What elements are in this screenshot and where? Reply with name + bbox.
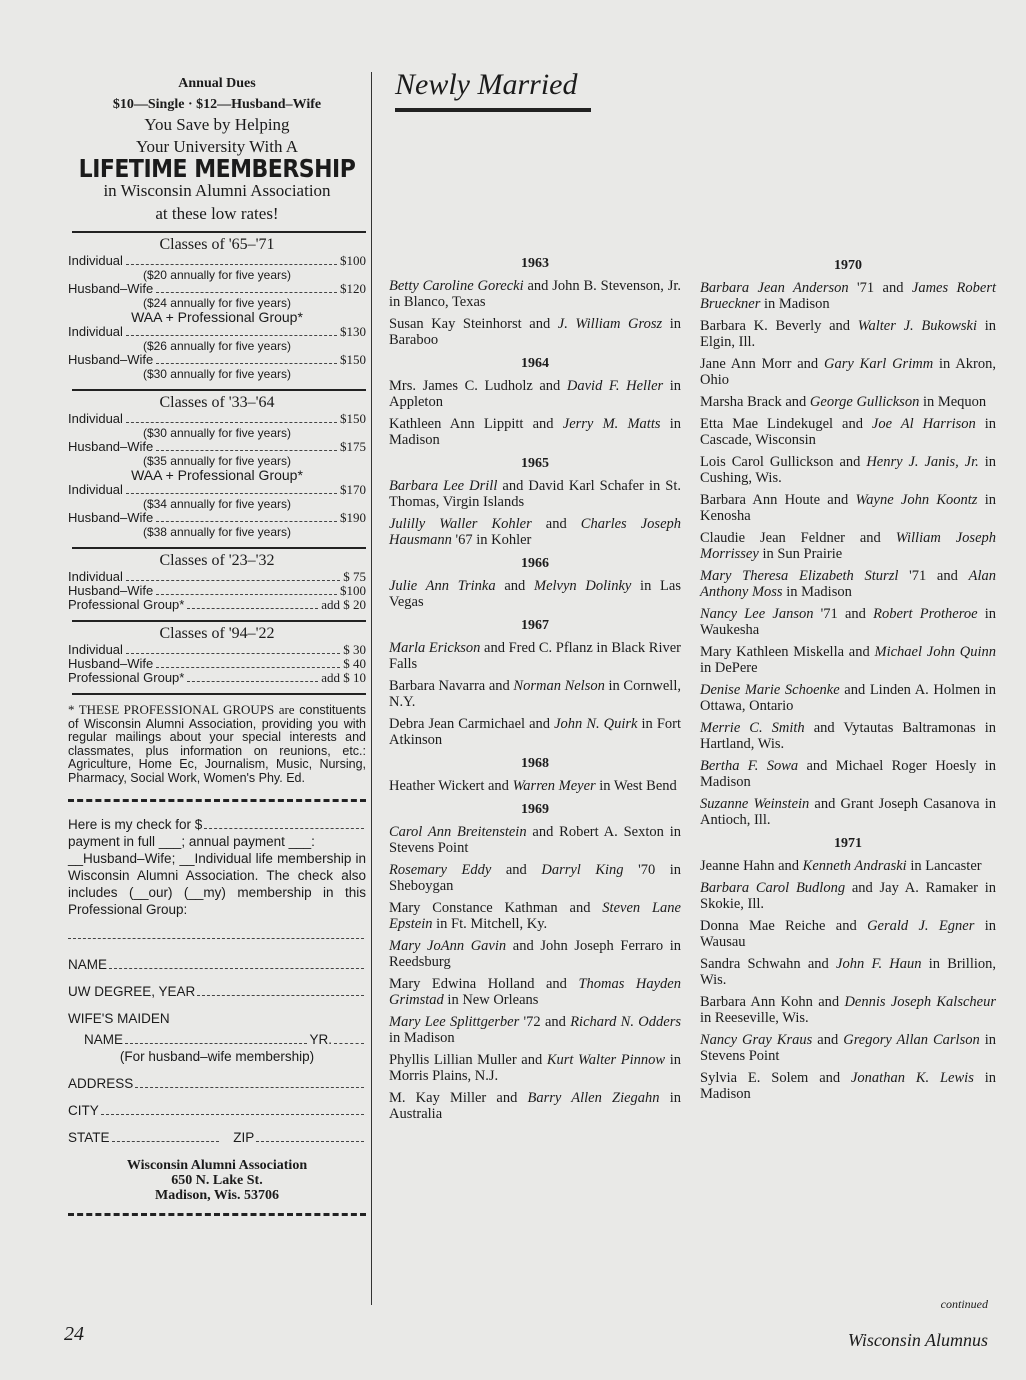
- rate-label: Individual: [68, 482, 123, 497]
- marriage-entry: Carol Ann Breitenstein and Robert A. Sexton in Stevens Point: [389, 824, 681, 856]
- year-heading: 1968: [521, 756, 549, 771]
- rate-note: ($30 annually for five years): [142, 367, 292, 381]
- address-org: Wisconsin Alumni Association: [126, 1158, 308, 1173]
- cut-line-top: [68, 799, 366, 802]
- marriage-entry: Lois Carol Gullickson and Henry J. Janis, Jr. in Cushing, Wis.: [700, 454, 996, 486]
- degree-label: UW DEGREE, YEAR: [68, 984, 196, 999]
- rate-label: Individual: [68, 411, 123, 426]
- marriage-entry: Susan Kay Steinhorst and J. William Grosz in Baraboo: [389, 316, 682, 348]
- in-wisconsin-line: in Wisconsin Alumni Association: [103, 181, 331, 200]
- rate-label: Individual: [68, 324, 123, 339]
- marriage-entry: Mary Theresa Elizabeth Sturzl '71 and Alan Anthony Moss in Madison: [700, 568, 996, 600]
- rate-row: [68, 412, 366, 426]
- marriage-entry: Mary JoAnn Gavin and John Joseph Ferraro in Reedsburg: [389, 938, 681, 970]
- rate-leader: [126, 493, 337, 494]
- rate-label: Husband–Wife: [68, 656, 154, 671]
- rate-amount: $ 40: [343, 656, 366, 671]
- marriage-entry: Barbara Lee Drill and David Karl Schafer in St. Thomas, Virgin Islands: [389, 478, 681, 510]
- professional-group-field[interactable]: [68, 938, 364, 939]
- marriage-entry: Merrie C. Smith and Vytautas Baltramonas in Hartland, Wis.: [700, 720, 996, 752]
- maiden-name-field[interactable]: [125, 1043, 307, 1044]
- rate-leader: [126, 580, 340, 581]
- rate-note: ($24 annually for five years): [142, 296, 292, 310]
- class-title: Classes of '94–'22: [159, 625, 275, 642]
- rate-label: Professional Group*: [68, 597, 185, 612]
- rate-row: [68, 657, 366, 671]
- rate-leader: [156, 521, 337, 522]
- rate-note: ($34 annually for five years): [142, 497, 292, 511]
- degree-field[interactable]: [197, 995, 364, 996]
- annual-dues-rates: $10—Single · $12—Husband–Wife: [112, 97, 322, 112]
- address-label: ADDRESS: [68, 1076, 134, 1091]
- rule: [72, 620, 366, 622]
- rate-note: ($30 annually for five years): [142, 426, 292, 440]
- check-amount-field[interactable]: [204, 828, 364, 829]
- maiden-name-label: NAME: [84, 1032, 124, 1047]
- marriage-entry: Donna Mae Reiche and Gerald J. Egner in Wausau: [700, 918, 996, 950]
- rate-amount: $175: [340, 439, 366, 454]
- rate-row: [68, 483, 366, 497]
- marriage-entry: M. Kay Miller and Barry Allen Ziegahn in Australia: [389, 1090, 681, 1122]
- membership-form: [68, 816, 366, 1146]
- rate-leader: [187, 608, 318, 609]
- yr-label: YR.: [309, 1032, 332, 1047]
- name-field[interactable]: [109, 968, 364, 969]
- rate-tables: [68, 231, 366, 695]
- rate-label: Husband–Wife: [68, 583, 154, 598]
- yr-field[interactable]: [334, 1043, 364, 1044]
- year-heading: 1963: [521, 256, 549, 271]
- rate-amount: $150: [340, 352, 366, 367]
- journal-name: Wisconsin Alumnus: [847, 1330, 988, 1350]
- marriage-entry: Suzanne Weinstein and Grant Joseph Casanova in Antioch, Ill.: [700, 796, 996, 828]
- rate-leader: [126, 422, 337, 423]
- footnote-head: * THESE PROFESSIONAL GROUPS are: [68, 702, 295, 717]
- rate-label: Individual: [68, 642, 123, 657]
- rate-note: ($35 annually for five years): [142, 454, 292, 468]
- rate-label: Husband–Wife: [68, 281, 154, 296]
- rate-label: Individual: [68, 253, 123, 268]
- rate-row: [68, 643, 366, 657]
- marriage-entry: Jeanne Hahn and Kenneth Andraski in Lancaster: [700, 858, 982, 874]
- marriage-entry: Bertha F. Sowa and Michael Roger Hoesly in Madison: [700, 758, 996, 790]
- rate-amount: $100: [340, 253, 366, 268]
- cut-line-bottom: [68, 1213, 366, 1216]
- marriage-entry: Etta Mae Lindekugel and Joe Al Harrison in Cascade, Wisconsin: [700, 416, 996, 448]
- marriage-entry: Betty Caroline Gorecki and John B. Stevenson, Jr. in Blanco, Texas: [389, 278, 682, 310]
- rule: [72, 231, 366, 233]
- marriage-entry: Sylvia E. Solem and Jonathan K. Lewis in Madison: [700, 1070, 996, 1102]
- marriage-entry: Barbara Carol Budlong and Jay A. Ramaker in Skokie, Ill.: [700, 880, 996, 912]
- rule: [72, 547, 366, 549]
- rate-amount: $170: [340, 482, 366, 497]
- rate-amount: $100: [340, 583, 366, 598]
- marriage-entry: Heather Wickert and Warren Meyer in West Bend: [389, 778, 677, 794]
- rate-note: ($20 annually for five years): [142, 268, 292, 282]
- rate-row: [68, 353, 366, 367]
- rate-amount: $190: [340, 510, 366, 525]
- continued-note: continued: [940, 1297, 988, 1311]
- rate-label: Husband–Wife: [68, 352, 154, 367]
- rate-leader: [156, 450, 337, 451]
- year-heading: 1969: [521, 802, 549, 817]
- married-column-1: [389, 248, 681, 1128]
- page-number: 24: [64, 1323, 84, 1345]
- rate-leader: [156, 594, 337, 595]
- marriage-entry: Denise Marie Schoenke and Linden A. Holmen in Ottawa, Ontario: [700, 682, 997, 714]
- marriage-entry: Barbara Navarra and Norman Nelson in Cornwell, N.Y.: [389, 678, 681, 710]
- year-heading: 1970: [834, 258, 862, 273]
- rate-note: ($26 annually for five years): [142, 339, 292, 353]
- address-city: Madison, Wis. 53706: [155, 1188, 279, 1203]
- mailing-address: [68, 1158, 366, 1203]
- rate-amount: $120: [340, 281, 366, 296]
- wifes-maiden-label: WIFE'S MAIDEN: [68, 1011, 170, 1026]
- professional-groups-footnote: [68, 703, 366, 785]
- city-label: CITY: [68, 1103, 99, 1118]
- newly-married-title: Newly Married: [395, 68, 578, 101]
- rate-leader: [156, 667, 340, 668]
- marriage-entry: Julie Ann Trinka and Melvyn Dolinky in Las Vegas: [389, 578, 681, 610]
- rate-row: [68, 598, 366, 612]
- marriage-entry: Sandra Schwahn and John F. Haun in Brillion, Wis.: [700, 956, 997, 988]
- title-underline: [395, 108, 591, 112]
- rate-amount: add $ 20: [321, 597, 366, 612]
- class-title: Classes of '33–'64: [159, 394, 275, 411]
- marriage-entry: Kathleen Ann Lippitt and Jerry M. Matts in Madison: [389, 416, 682, 448]
- rate-row: [68, 325, 366, 339]
- rate-label: Husband–Wife: [68, 510, 154, 525]
- rate-label: Professional Group*: [68, 670, 185, 685]
- marriage-entry: Rosemary Eddy and Darryl King '70 in Sheboygan: [389, 862, 682, 894]
- name-label: NAME: [68, 957, 108, 972]
- marriage-entry: Mary Kathleen Miskella and Michael John Quinn in DePere: [700, 644, 997, 676]
- rate-amount: $ 75: [343, 569, 366, 584]
- membership-ad: [68, 72, 366, 1230]
- rate-leader: [126, 653, 340, 654]
- address-street: 650 N. Lake St.: [171, 1173, 263, 1188]
- marriage-entry: Mary Edwina Holland and Thomas Hayden Grimstad in New Orleans: [389, 976, 681, 1008]
- class-title: Classes of '23–'32: [159, 552, 275, 569]
- marriage-entry: Phyllis Lillian Muller and Kurt Walter Pinnow in Morris Plains, N.J.: [389, 1052, 681, 1084]
- rate-row: [68, 511, 366, 525]
- marriage-entry: Julilly Waller Kohler and Charles Joseph Hausmann '67 in Kohler: [389, 516, 682, 548]
- address-field[interactable]: [135, 1087, 364, 1088]
- zip-field[interactable]: [256, 1141, 364, 1142]
- marriage-entry: Mary Constance Kathman and Steven Lane Epstein in Ft. Mitchell, Ky.: [389, 900, 681, 932]
- form-body: __Husband–Wife; __Individual life membership in Wisconsin Alumni Association. The check also includes (__our) (__my) membership in this Professional Group:: [68, 851, 366, 917]
- state-label: STATE: [68, 1130, 110, 1145]
- marriage-entry: Claudie Jean Feldner and William Joseph Morrissey in Sun Prairie: [700, 530, 997, 562]
- marriage-entry: Nancy Lee Janson '71 and Robert Protheroe in Waukesha: [700, 606, 996, 638]
- payment-line: payment in full ___; annual payment ___:: [68, 834, 315, 849]
- class-title: Classes of '65–'71: [159, 236, 275, 253]
- rule: [72, 693, 366, 695]
- zip-label: ZIP: [233, 1130, 255, 1145]
- marriage-entry: Barbara K. Beverly and Walter J. Bukowski in Elgin, Ill.: [700, 318, 996, 350]
- year-heading: 1964: [521, 356, 549, 371]
- husband-wife-note: (For husband–wife membership): [119, 1049, 315, 1064]
- rate-row: [68, 282, 366, 296]
- city-field[interactable]: [101, 1114, 364, 1115]
- lifetime-membership-heading: LIFETIME MEMBERSHIP: [78, 155, 356, 184]
- year-heading: 1971: [834, 836, 862, 851]
- rate-label: Husband–Wife: [68, 439, 154, 454]
- marriage-entry: Mary Lee Splittgerber '72 and Richard N. Odders in Madison: [389, 1014, 681, 1046]
- rule: [72, 389, 366, 391]
- rate-row: [68, 584, 366, 598]
- marriage-entry: Mrs. James C. Ludholz and David F. Heller in Appleton: [389, 378, 682, 410]
- marriage-entry: Marsha Brack and George Gullickson in Mequon: [700, 394, 987, 410]
- marriage-entry: Barbara Jean Anderson '71 and James Robert Brueckner in Madison: [700, 280, 996, 312]
- rate-row: [68, 440, 366, 454]
- rate-amount: $150: [340, 411, 366, 426]
- column-divider: [371, 72, 372, 1305]
- marriage-entry: Barbara Ann Kohn and Dennis Joseph Kalscheur in Reeseville, Wis.: [700, 994, 996, 1026]
- rate-leader: [126, 335, 337, 336]
- marriage-entry: Barbara Ann Houte and Wayne John Koontz in Kenosha: [700, 492, 996, 524]
- footnote-body: constituents of Wisconsin Alumni Association, providing you with regular mailings about your special interests and classmates, plus information on reunions, etc.: Agriculture, Home Ec, Journalism, Music, Nursing, Pharmacy, Social Work, Women's Phy. Ed.: [68, 703, 366, 785]
- rate-label: Individual: [68, 569, 123, 584]
- marriage-entry: Marla Erickson and Fred C. Pflanz in Black River Falls: [389, 640, 681, 672]
- rate-leader: [156, 292, 337, 293]
- state-field[interactable]: [112, 1141, 220, 1142]
- save-line-2: Your University With A: [135, 137, 299, 156]
- year-heading: 1965: [521, 456, 549, 471]
- rate-leader: [156, 363, 337, 364]
- marriage-entry: Nancy Gray Kraus and Gregory Allan Carlson in Stevens Point: [700, 1032, 996, 1064]
- marriage-entry: Jane Ann Morr and Gary Karl Grimm in Akron, Ohio: [700, 356, 996, 388]
- rate-leader: [187, 681, 318, 682]
- year-heading: 1966: [521, 556, 549, 571]
- rate-leader: [126, 264, 337, 265]
- year-heading: 1967: [521, 618, 549, 633]
- rate-note: ($38 annually for five years): [142, 525, 292, 539]
- rate-row: [68, 671, 366, 685]
- rate-amount: $130: [340, 324, 366, 339]
- professional-subheading: WAA + Professional Group*: [131, 309, 303, 325]
- rate-amount: add $ 10: [321, 670, 366, 685]
- rate-row: [68, 570, 366, 584]
- check-for-label: Here is my check for $: [68, 817, 203, 832]
- marriage-entry: Debra Jean Carmichael and John N. Quirk in Fort Atkinson: [389, 716, 682, 748]
- rate-amount: $ 30: [343, 642, 366, 657]
- rate-row: [68, 254, 366, 268]
- annual-dues-title: Annual Dues: [178, 76, 256, 91]
- save-line-1: You Save by Helping: [144, 115, 290, 134]
- married-column-2: [700, 250, 996, 1108]
- low-rates-line: at these low rates!: [155, 204, 279, 223]
- professional-subheading: WAA + Professional Group*: [131, 467, 303, 483]
